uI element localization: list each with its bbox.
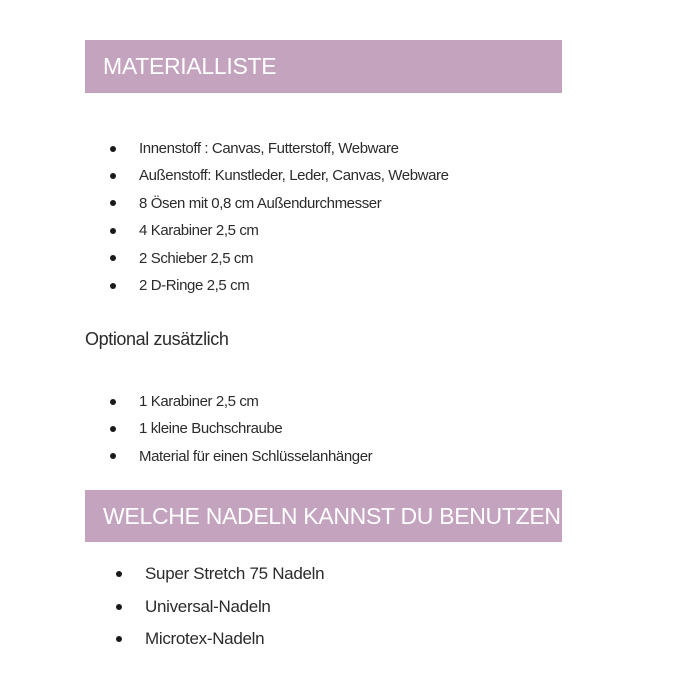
bullet-icon xyxy=(110,453,116,459)
list-item xyxy=(110,135,449,162)
materialliste-list xyxy=(110,135,449,299)
list-item xyxy=(110,217,449,244)
list-item xyxy=(110,272,449,299)
nadeln-title: WELCHE NADELN KANNST DU BENUTZEN xyxy=(103,502,561,529)
nadeln-banner xyxy=(85,490,562,542)
list-item-text: 1 Karabiner 2,5 cm xyxy=(139,393,259,410)
list-item-text: Universal-Nadeln xyxy=(145,596,271,616)
list-item xyxy=(110,190,449,217)
list-item xyxy=(110,443,372,470)
list-item-text: 2 D-Ringe 2,5 cm xyxy=(139,276,250,294)
bullet-icon xyxy=(110,228,116,234)
bullet-icon xyxy=(110,399,116,405)
list-item-text: 4 Karabiner 2,5 cm xyxy=(139,222,259,240)
optional-list xyxy=(110,388,372,470)
list-item xyxy=(110,162,449,189)
list-item-text: 8 Ösen mit 0,8 cm Außendurchmesser xyxy=(139,194,382,212)
bullet-icon xyxy=(116,636,122,642)
list-item-text: Material für einen Schlüsselanhänger xyxy=(139,447,373,465)
list-item xyxy=(110,245,449,272)
materialliste-title: MATERIALLISTE xyxy=(103,53,277,79)
bullet-icon xyxy=(110,146,116,152)
bullet-icon xyxy=(110,200,116,206)
list-item-text: 1 kleine Buchschraube xyxy=(139,420,283,438)
materialliste-banner xyxy=(85,40,562,93)
bullet-icon xyxy=(116,604,122,610)
list-item-text: Microtex-Nadeln xyxy=(145,629,265,648)
list-item xyxy=(110,388,372,415)
list-item-text: Innenstoff : Canvas, Futterstoff, Webware xyxy=(139,140,399,157)
bullet-icon xyxy=(116,571,122,577)
list-item xyxy=(110,415,372,442)
bullet-icon xyxy=(110,283,116,289)
bullet-icon xyxy=(110,173,116,179)
bullet-icon xyxy=(110,255,116,261)
list-item-text: Außenstoff: Kunstleder, Leder, Canvas, Webware xyxy=(139,167,449,185)
bullet-icon xyxy=(110,426,116,432)
list-item xyxy=(116,591,324,624)
list-item xyxy=(116,623,324,656)
list-item-text: Super Stretch 75 Nadeln xyxy=(145,564,325,583)
optional-heading: Optional zusätzlich xyxy=(85,329,229,349)
list-item-text: 2 Schieber 2,5 cm xyxy=(139,249,254,267)
list-item xyxy=(116,558,324,591)
nadeln-list xyxy=(116,558,324,656)
